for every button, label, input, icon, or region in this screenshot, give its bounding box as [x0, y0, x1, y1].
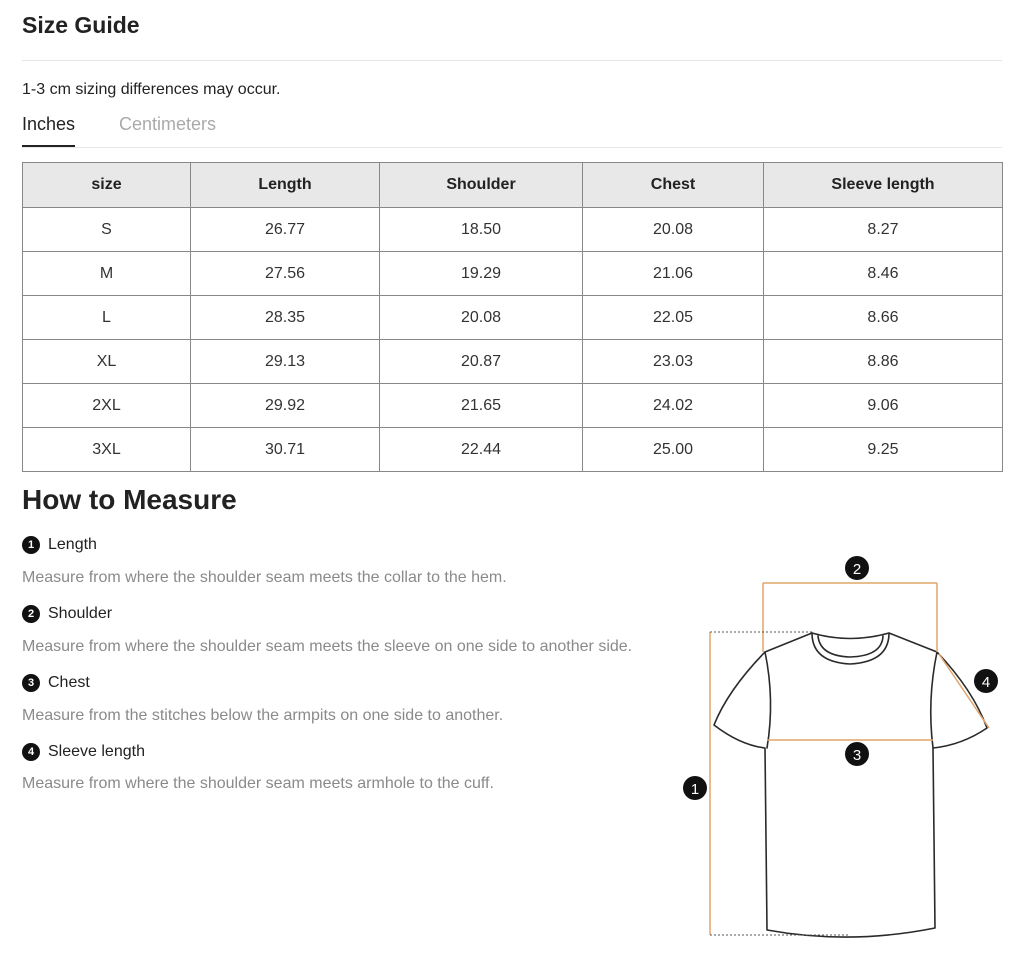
tab-inches[interactable]: Inches: [22, 114, 75, 147]
table-cell: 9.25: [764, 428, 1003, 472]
svg-text:3: 3: [852, 747, 862, 764]
table-cell: XL: [23, 340, 191, 384]
column-header: size: [23, 163, 191, 208]
table-cell: 20.08: [583, 208, 764, 252]
step-chest: [22, 672, 90, 694]
how-to-measure-title: How to Measure: [22, 484, 237, 515]
column-header: Length: [191, 163, 380, 208]
size-table: [22, 162, 1003, 472]
number-badge-icon: 4: [22, 743, 40, 761]
table-cell: 23.03: [583, 340, 764, 384]
table-cell: 18.50: [380, 208, 583, 252]
table-cell: 8.46: [764, 252, 1003, 296]
table-cell: 20.87: [380, 340, 583, 384]
table-row: [23, 296, 1003, 340]
title-divider: [22, 60, 1002, 61]
step-description: Measure from where the shoulder seam meets the sleeve on one side to another side.: [22, 638, 633, 655]
table-row: [23, 252, 1003, 296]
table-row: [23, 384, 1003, 428]
table-cell: 9.06: [764, 384, 1003, 428]
step-label: Chest: [48, 674, 90, 691]
table-header-row: [23, 163, 1003, 208]
step-description: Measure from where the shoulder seam meets the collar to the hem.: [22, 569, 507, 586]
table-cell: M: [23, 252, 191, 296]
table-cell: 8.27: [764, 208, 1003, 252]
step-label: Sleeve length: [48, 743, 145, 760]
table-cell: 8.86: [764, 340, 1003, 384]
table-cell: 20.08: [380, 296, 583, 340]
table-cell: 25.00: [583, 428, 764, 472]
step-description: Measure from the stitches below the armpits on one side to another.: [22, 707, 504, 724]
svg-text:1: 1: [690, 781, 700, 798]
svg-text:2: 2: [852, 561, 862, 578]
table-cell: 22.44: [380, 428, 583, 472]
number-badge-icon: 3: [22, 674, 40, 692]
step-description: Measure from where the shoulder seam meets armhole to the cuff.: [22, 775, 494, 792]
diagram-badges: [683, 556, 998, 800]
number-badge-icon: 1: [22, 536, 40, 554]
page-title: Size Guide: [22, 12, 140, 38]
step-sleeve-length: [22, 741, 145, 763]
table-cell: 21.06: [583, 252, 764, 296]
table-cell: 29.13: [191, 340, 380, 384]
unit-tabs: [22, 114, 1002, 148]
table-cell: 21.65: [380, 384, 583, 428]
table-cell: 26.77: [191, 208, 380, 252]
table-row: [23, 340, 1003, 384]
table-cell: 24.02: [583, 384, 764, 428]
column-header: Chest: [583, 163, 764, 208]
table-cell: 19.29: [380, 252, 583, 296]
step-shoulder: [22, 603, 112, 625]
table-cell: 30.71: [191, 428, 380, 472]
guide-lines: [710, 632, 850, 935]
table-cell: 2XL: [23, 384, 191, 428]
tshirt-outline-icon: [714, 633, 987, 937]
step-label: Shoulder: [48, 605, 113, 622]
table-cell: 22.05: [583, 296, 764, 340]
table-cell: 29.92: [191, 384, 380, 428]
table-cell: L: [23, 296, 191, 340]
column-header: Shoulder: [380, 163, 583, 208]
table-row: [23, 208, 1003, 252]
sizing-note: 1-3 cm sizing differences may occur.: [22, 81, 281, 98]
step-length: [22, 534, 97, 556]
svg-text:4: 4: [981, 674, 991, 691]
table-cell: 27.56: [191, 252, 380, 296]
table-row: [23, 428, 1003, 472]
table-cell: 3XL: [23, 428, 191, 472]
number-badge-icon: 2: [22, 605, 40, 623]
column-header: Sleeve length: [764, 163, 1003, 208]
tab-centimeters[interactable]: Centimeters: [119, 114, 217, 134]
step-label: Length: [48, 536, 97, 553]
table-cell: S: [23, 208, 191, 252]
table-cell: 28.35: [191, 296, 380, 340]
table-cell: 8.66: [764, 296, 1003, 340]
tshirt-measure-diagram-icon: [670, 548, 1010, 948]
